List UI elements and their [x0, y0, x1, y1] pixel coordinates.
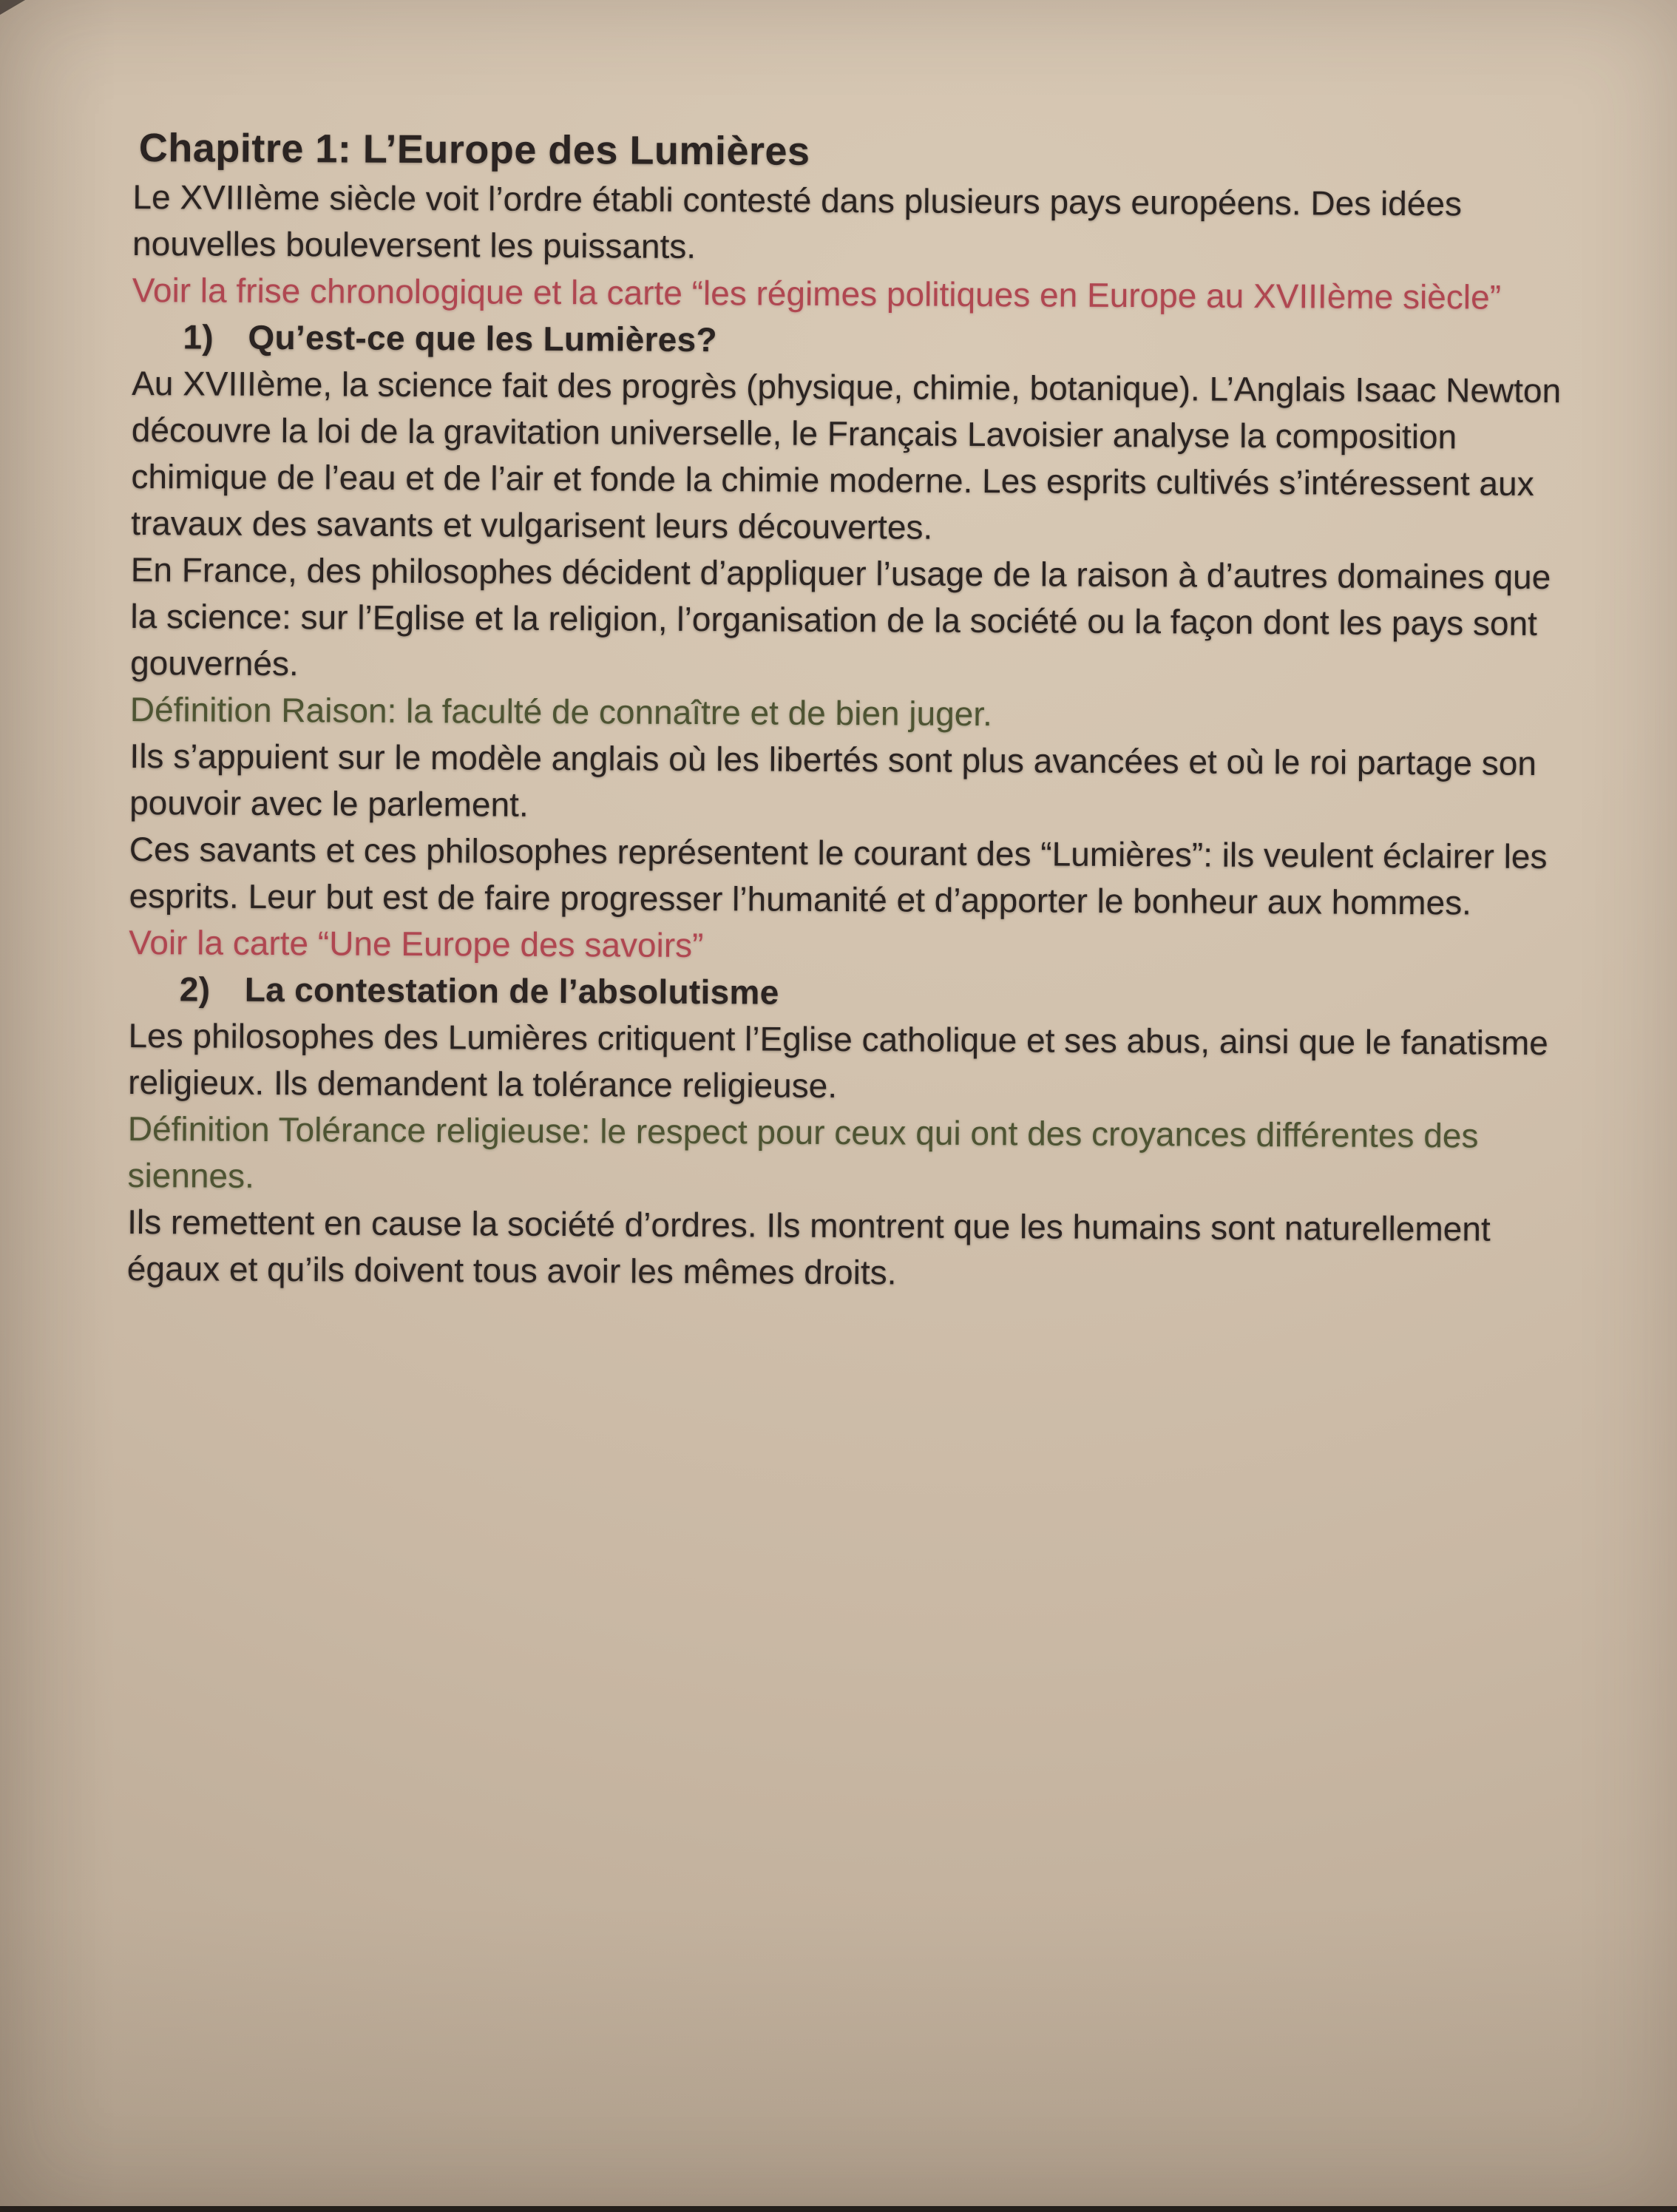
photo-corner-shadow	[0, 0, 25, 15]
section-1-heading	[132, 314, 1578, 368]
document-text	[127, 122, 1579, 1299]
reference-note-frise: Voir la frise chronologique et la carte “les régimes politiques en Europe au XVIIIème siècle”	[132, 270, 1502, 317]
chapter-title: Chapitre 1: L’Europe des Lumières	[138, 126, 810, 174]
section-2-title: La contestation de l’absolutisme	[244, 970, 779, 1012]
definition-raison: Définition Raison: la faculté de connaître et de bien juger.	[129, 689, 993, 734]
paragraph-philosophes-raison: En France, des philosophes décident d’appliquer l’usage de la raison à d’autres domaines que la science: sur l’Eglise et la religion, l’organisation de la société ou la façon dont les pays sont gouvernés.	[130, 549, 1551, 683]
paragraph-modele-anglais: Ils s’appuient sur le modèle anglais où les libertés sont plus avancées et où le roi partage son pouvoir avec le parlement.	[129, 736, 1537, 824]
paragraph-critique-eglise: Les philosophes des Lumières critiquent l’Eglise catholique et ses abus, ainsi que le fanatisme religieux. Ils demandent la tolérance religieuse.	[128, 1015, 1548, 1106]
section-1-title: Qu’est-ce que les Lumières?	[248, 317, 718, 359]
section-2-number: 2)	[179, 970, 211, 1009]
definition-tolerance: Définition Tolérance religieuse: le respect pour ceux qui ont des croyances différentes des siennes.	[127, 1109, 1479, 1195]
paragraph-courant-lumieres: Ces savants et ces philosophes représentent le courant des “Lumières”: ils veulent éclairer les esprits. Leur but est de faire progresser l’humanité et d’apporter le bonheur aux hommes.	[129, 829, 1548, 922]
photo-bottom-edge	[0, 2206, 1677, 2212]
intro-paragraph: Le XVIIIème siècle voit l’ordre établi contesté dans plusieurs pays européens. Des idées nouvelles bouleversent les puissants.	[132, 177, 1463, 265]
section-2-heading	[129, 966, 1575, 1020]
section-1-number: 1)	[183, 317, 214, 356]
paragraph-science-progress: Au XVIIIème, la science fait des progrès (physique, chimie, botanique). L’Anglais Isaac Newton découvre la loi de la gravitation universelle, le Français Lavoisier analyse la composition chimique de l’eau et de l’air et fonde la chimie moderne. Les esprits cultivés s’intéressent aux travaux des savants et vulgarisent leurs découvertes.	[131, 363, 1562, 547]
paragraph-societe-ordres: Ils remettent en cause la société d’ordres. Ils montrent que les humains sont naturellement égaux et qu’ils doivent tous avoir les mêmes droits.	[126, 1202, 1491, 1292]
reference-note-carte-savoirs: Voir la carte “Une Europe des savoirs”	[129, 922, 704, 965]
